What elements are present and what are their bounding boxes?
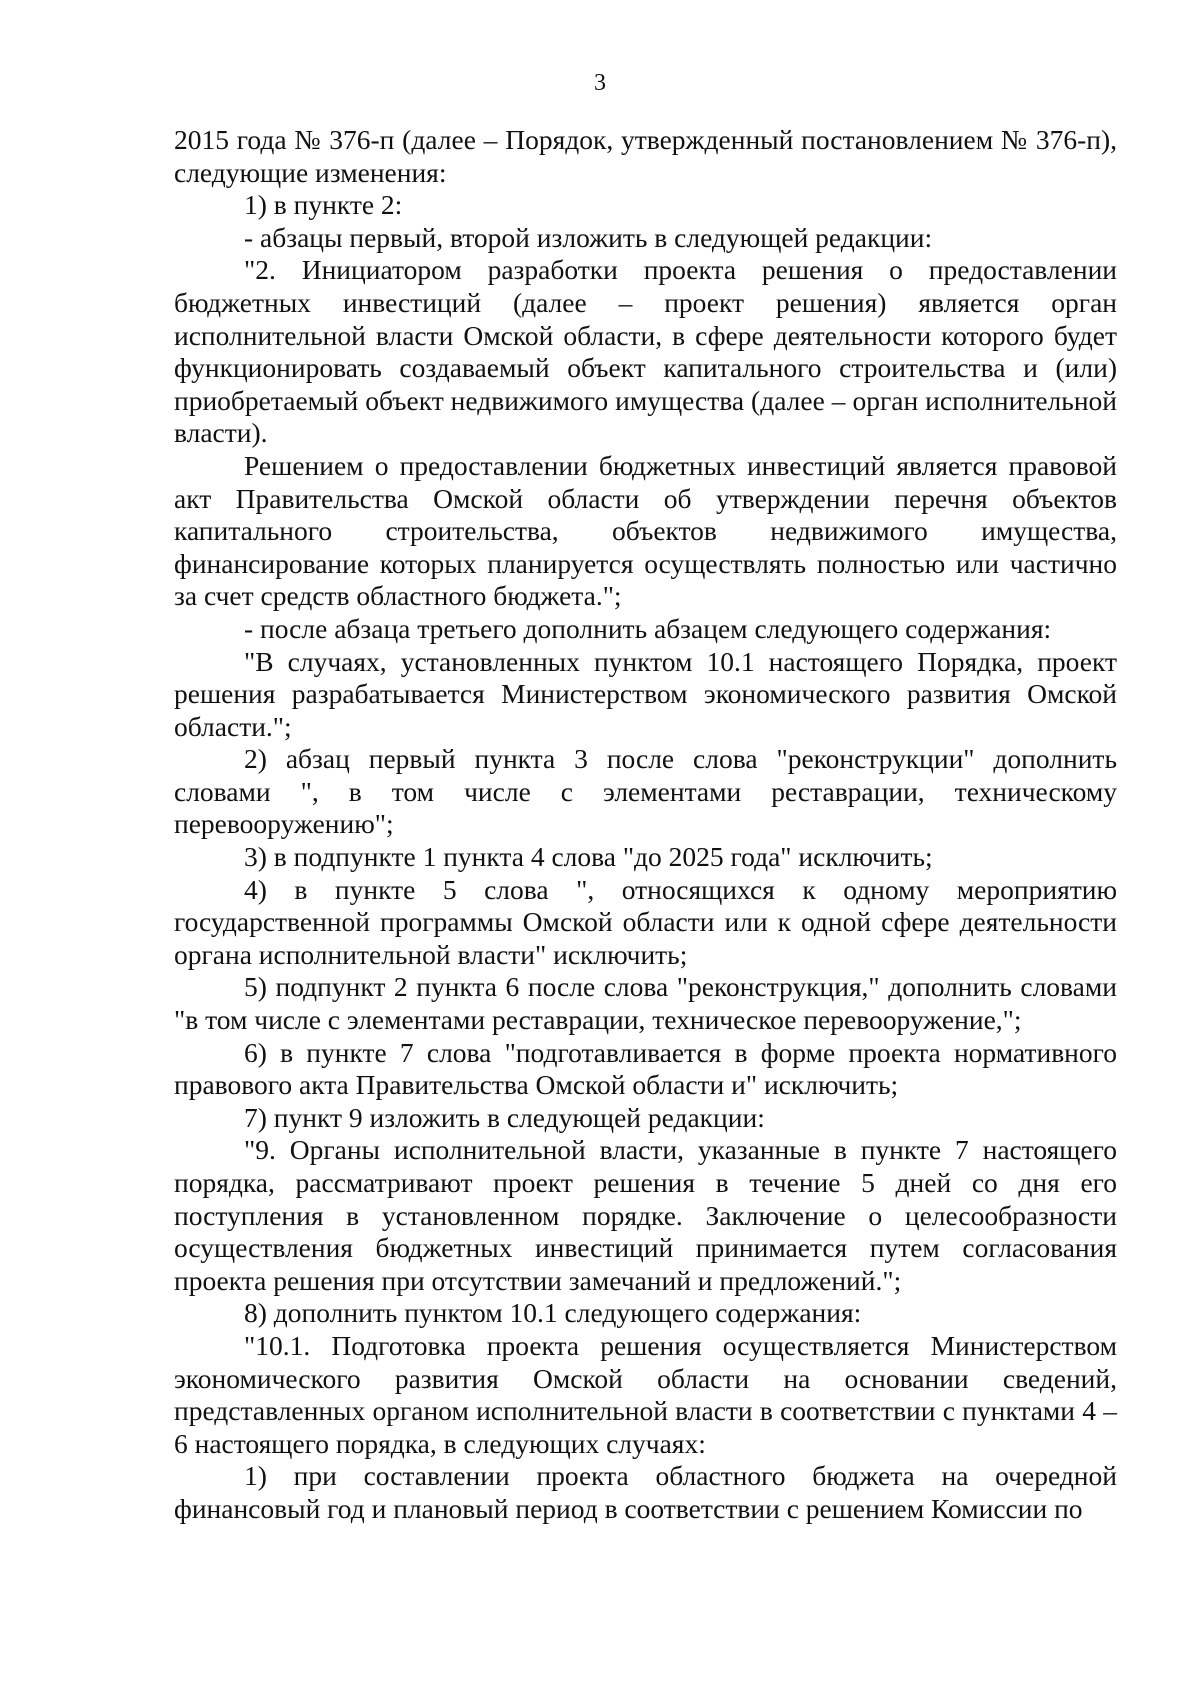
paragraph-quote-point-2: "2. Инициатором разработки проекта решения о предоставлении бюджетных инвестиций (далее – проект решения) является орган исполнительной власти Омской области, в сфере деятельности которого будет функционировать создаваемый объект капитального строительства и (или) приобретаемый объект недвижимого имущества (далее – орган исполнительной власти). xyxy=(174,254,1117,449)
paragraph-item-1: 1) в пункте 2: xyxy=(244,189,403,221)
paragraph-item-8: 8) дополнить пунктом 10.1 следующего содержания: xyxy=(244,1297,862,1329)
paragraph-continuation: 2015 года № 376-п (далее – Порядок, утвержденный постановлением № 376-п), следующие изменения: xyxy=(174,124,1117,188)
paragraph-quote-cases: "В случаях, установленных пунктом 10.1 настоящего Порядка, проект решения разрабатывается Министерством экономического развития Омской области."; xyxy=(174,645,1117,742)
paragraph-quote-point-9: "9. Органы исполнительной власти, указанные в пункте 7 настоящего порядка, рассматривают проект решения в течение 5 дней со дня его поступления в установленном порядке. Заключение о целесообразности осуществления бюджетных инвестиций принимается путем согласования проекта решения при отсутствии замечаний и предложений."; xyxy=(174,1134,1117,1296)
paragraph-item-2: 2) абзац первый пункта 3 после слова "реконструкции" дополнить словами ", в том числе с элементами реставрации, техническому перевооружению"; xyxy=(174,743,1117,840)
paragraph-sub-item: - после абзаца третьего дополнить абзацем следующего содержания: xyxy=(244,612,1052,644)
paragraph-item-5: 5) подпункт 2 пункта 6 после слова "реконструкция," дополнить словами "в том числе с элементами реставрации, техническое перевооружение,"; xyxy=(174,971,1117,1036)
paragraph-sub-case-1: 1) при составлении проекта областного бюджета на очередной финансовый год и плановый период в соответствии с решением Комиссии по xyxy=(174,1460,1117,1524)
paragraph-item-6: 6) в пункте 7 слова "подготавливается в форме проекта нормативного правового акта Правительства Омской области и" исключить; xyxy=(174,1036,1117,1101)
paragraph-item-3: 3) в подпункте 1 пункта 4 слова "до 2025 года" исключить; xyxy=(244,841,933,873)
page-number: 3 xyxy=(594,70,606,96)
paragraph-sub-item: - абзацы первый, второй изложить в следующей редакции: xyxy=(244,221,933,253)
paragraph-item-4: 4) в пункте 5 слова ", относящихся к одному мероприятию государственной программы Омской области или к одной сфере деятельности органа исполнительной власти" исключить; xyxy=(174,873,1117,970)
paragraph-quote-point-10-1: "10.1. Подготовка проекта решения осуществляется Министерством экономического развития Омской области на основании сведений, представленных органом исполнительной власти в соответствии с пунктами 4 – 6 настоящего порядка, в следующих случаях: xyxy=(174,1329,1117,1459)
paragraph-quote-decision: Решением о предоставлении бюджетных инвестиций является правовой акт Правительства Омской области об утверждении перечня объектов капитального строительства, объектов недвижимого имущества, финансирование которых планируется осуществлять полностью или частично за счет средств областного бюджета."; xyxy=(174,449,1117,612)
paragraph-item-7: 7) пункт 9 изложить в следующей редакции: xyxy=(244,1101,765,1133)
document-body xyxy=(174,124,1117,1526)
